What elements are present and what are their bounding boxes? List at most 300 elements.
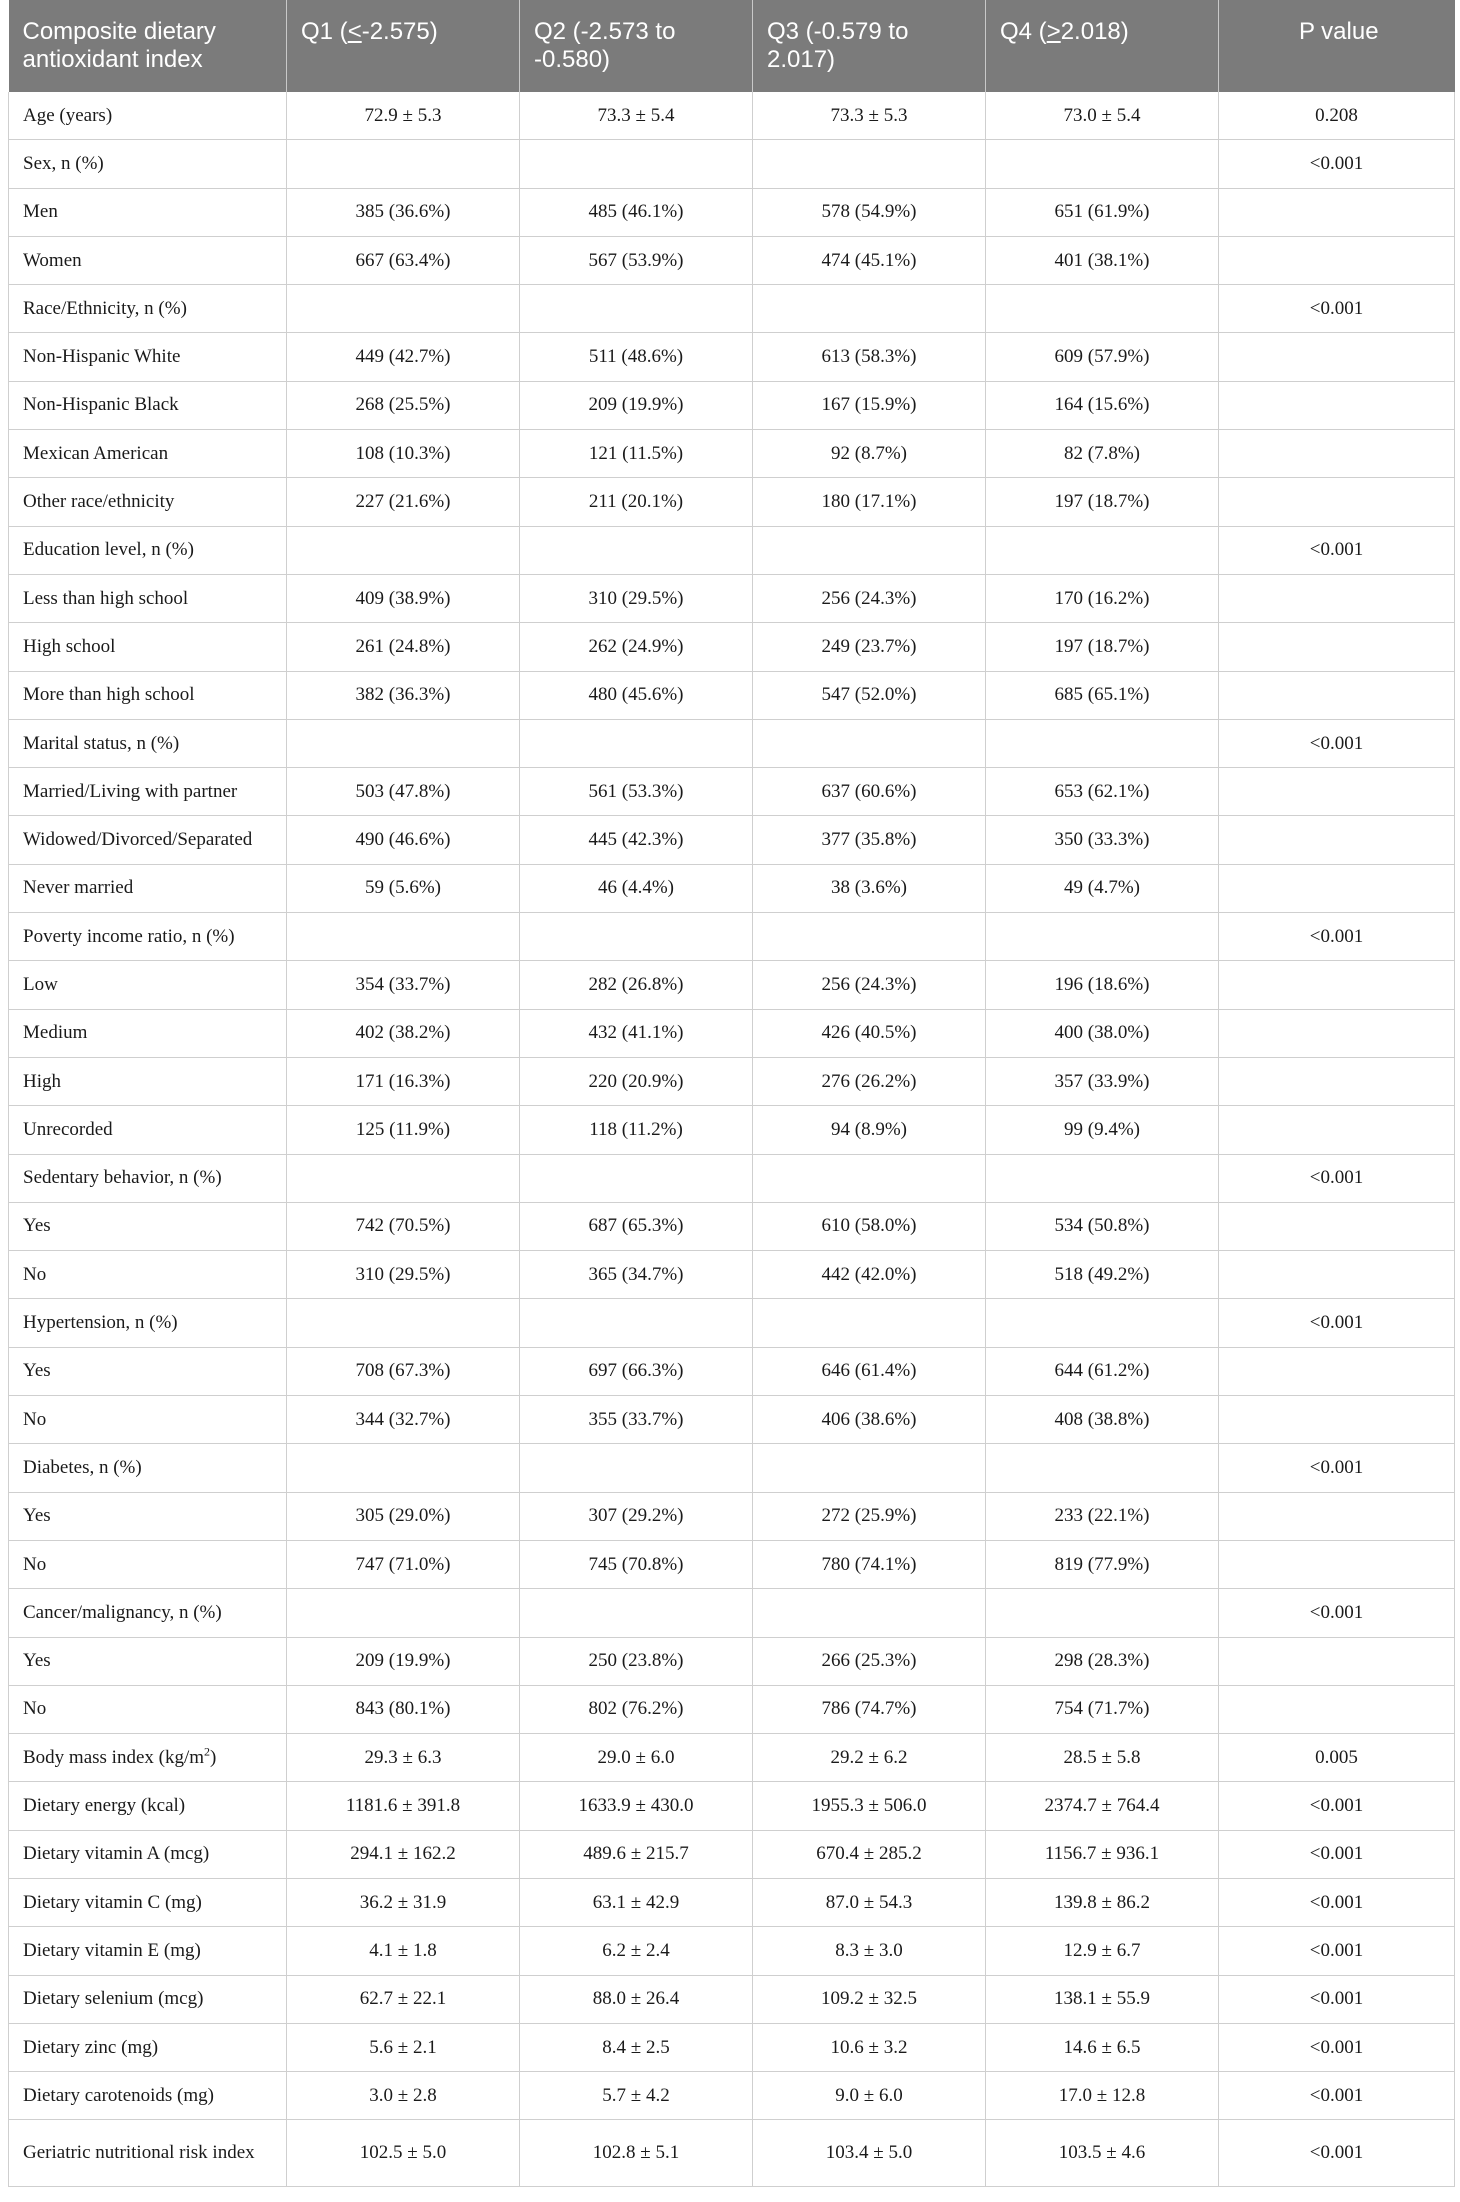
cell-q4: 408 (38.8%): [986, 1396, 1219, 1444]
cell-q3: [753, 1299, 986, 1347]
cell-q2: 511 (48.6%): [520, 333, 753, 381]
cell-q2: [520, 526, 753, 574]
table-row: [9, 1878, 1455, 1926]
row-label: [9, 2023, 287, 2071]
cell-q3: 256 (24.3%): [753, 961, 986, 1009]
cell-q4: 17.0 ± 12.8: [986, 2072, 1219, 2120]
cell-p-value: [1219, 1492, 1455, 1540]
row-label: [9, 1637, 287, 1685]
cell-q3: 610 (58.0%): [753, 1202, 986, 1250]
cell-q2: 220 (20.9%): [520, 1057, 753, 1105]
table-row: [9, 864, 1455, 912]
row-label-text: Yes: [23, 1360, 51, 1382]
cell-q2: 88.0 ± 26.4: [520, 1975, 753, 2023]
cell-q4: 73.0 ± 5.4: [986, 92, 1219, 140]
cell-q4: 350 (33.3%): [986, 816, 1219, 864]
row-label: [9, 574, 287, 622]
cell-q3: [753, 1589, 986, 1637]
table-body: [9, 92, 1455, 2187]
cell-q4: 534 (50.8%): [986, 1202, 1219, 1250]
cell-p-value: 0.005: [1219, 1734, 1455, 1782]
header-q4-suffix: 2.018): [1060, 18, 1129, 45]
row-label-text: Yes: [23, 1505, 51, 1527]
cell-q3: [753, 1154, 986, 1202]
row-label-text: Never married: [23, 877, 134, 899]
row-label-text: Hypertension, n (%): [23, 1312, 178, 1334]
row-label-text: Marital status, n (%): [23, 732, 180, 754]
table-row: [9, 1685, 1455, 1733]
row-label-text: Unrecorded: [23, 1118, 113, 1140]
cell-q2: 262 (24.9%): [520, 623, 753, 671]
cell-q4: [986, 913, 1219, 961]
table-row: [9, 1202, 1455, 1250]
cell-q4: 197 (18.7%): [986, 623, 1219, 671]
row-label: [9, 816, 287, 864]
cell-q2: 561 (53.3%): [520, 768, 753, 816]
row-label-text: High: [23, 1070, 61, 1092]
cell-p-value: <0.001: [1219, 2072, 1455, 2120]
cell-q2: 282 (26.8%): [520, 961, 753, 1009]
cell-p-value: [1219, 1202, 1455, 1250]
table-row: [9, 1299, 1455, 1347]
cell-p-value: <0.001: [1219, 1927, 1455, 1975]
row-label-text: No: [23, 1408, 47, 1430]
cell-q4: 401 (38.1%): [986, 236, 1219, 284]
cell-q1: 62.7 ± 22.1: [287, 1975, 520, 2023]
table-row: [9, 1251, 1455, 1299]
header-row: [9, 0, 1455, 92]
cell-q4: 138.1 ± 55.9: [986, 1975, 1219, 2023]
row-label: [9, 285, 287, 333]
cell-q3: 426 (40.5%): [753, 1009, 986, 1057]
row-label-text: Race/Ethnicity, n (%): [23, 297, 187, 319]
cell-p-value: <0.001: [1219, 526, 1455, 574]
cell-q2: 310 (29.5%): [520, 574, 753, 622]
table-row: [9, 1540, 1455, 1588]
header-q1-suffix: -2.575): [361, 18, 438, 45]
cell-q4: 12.9 ± 6.7: [986, 1927, 1219, 1975]
row-label: [9, 1927, 287, 1975]
row-label: [9, 1492, 287, 1540]
row-label-text: Dietary vitamin A (mcg): [23, 1843, 210, 1865]
cell-q3: 474 (45.1%): [753, 236, 986, 284]
cell-q3: 272 (25.9%): [753, 1492, 986, 1540]
row-label: [9, 92, 287, 140]
cell-q3: 180 (17.1%): [753, 478, 986, 526]
cell-q1: 227 (21.6%): [287, 478, 520, 526]
row-label: [9, 2072, 287, 2120]
table-row: [9, 768, 1455, 816]
cell-q1: 310 (29.5%): [287, 1251, 520, 1299]
cell-q1: [287, 526, 520, 574]
row-label: [9, 1396, 287, 1444]
row-label: [9, 526, 287, 574]
header-q1-symbol: <: [347, 18, 362, 45]
row-label-text: Cancer/malignancy, n (%): [23, 1601, 222, 1623]
row-label-text: No: [23, 1263, 47, 1285]
cell-q3: [753, 913, 986, 961]
cell-p-value: <0.001: [1219, 1299, 1455, 1347]
cell-q4: 28.5 ± 5.8: [986, 1734, 1219, 1782]
cell-q1: [287, 1589, 520, 1637]
header-q1: [287, 0, 520, 92]
row-label: [9, 1299, 287, 1347]
cell-q2: 489.6 ± 215.7: [520, 1830, 753, 1878]
cell-q2: 365 (34.7%): [520, 1251, 753, 1299]
cell-q4: [986, 140, 1219, 188]
cell-p-value: [1219, 1009, 1455, 1057]
row-label: [9, 430, 287, 478]
cell-q2: 250 (23.8%): [520, 1637, 753, 1685]
cell-p-value: [1219, 188, 1455, 236]
cell-q3: 29.2 ± 6.2: [753, 1734, 986, 1782]
header-q2: Q2 (-2.573 to -0.580): [520, 0, 753, 92]
cell-q4: [986, 526, 1219, 574]
row-label-text: Low: [23, 973, 58, 995]
cell-q1: 125 (11.9%): [287, 1106, 520, 1154]
table-row: [9, 188, 1455, 236]
cell-p-value: [1219, 1685, 1455, 1733]
table-row: [9, 1347, 1455, 1395]
cell-p-value: <0.001: [1219, 913, 1455, 961]
table-row: [9, 430, 1455, 478]
cell-q2: 687 (65.3%): [520, 1202, 753, 1250]
table-row: [9, 92, 1455, 140]
cell-q3: 786 (74.7%): [753, 1685, 986, 1733]
cell-q4: 518 (49.2%): [986, 1251, 1219, 1299]
row-label-text: High school: [23, 635, 116, 657]
cell-q1: 29.3 ± 6.3: [287, 1734, 520, 1782]
cell-q2: [520, 719, 753, 767]
cell-q1: 747 (71.0%): [287, 1540, 520, 1588]
cell-p-value: 0.208: [1219, 92, 1455, 140]
cell-q1: [287, 1154, 520, 1202]
cell-q3: 9.0 ± 6.0: [753, 2072, 986, 2120]
cell-p-value: <0.001: [1219, 1878, 1455, 1926]
cell-q3: 256 (24.3%): [753, 574, 986, 622]
cell-p-value: <0.001: [1219, 1782, 1455, 1830]
cell-q2: 118 (11.2%): [520, 1106, 753, 1154]
row-label: [9, 381, 287, 429]
table-row: [9, 913, 1455, 961]
table-row: [9, 1492, 1455, 1540]
cell-q1: 171 (16.3%): [287, 1057, 520, 1105]
row-label-end: ): [210, 1746, 217, 1768]
cell-q4: 644 (61.2%): [986, 1347, 1219, 1395]
cell-p-value: [1219, 864, 1455, 912]
row-label-text: Widowed/Divorced/Separated: [23, 829, 253, 851]
cell-q3: 103.4 ± 5.0: [753, 2120, 986, 2187]
row-label: [9, 623, 287, 671]
cell-q2: 63.1 ± 42.9: [520, 1878, 753, 1926]
cell-q4: 653 (62.1%): [986, 768, 1219, 816]
cell-q2: 745 (70.8%): [520, 1540, 753, 1588]
table-row: [9, 1927, 1455, 1975]
table-container: [8, 0, 1454, 2187]
cell-q4: [986, 1444, 1219, 1492]
row-label: [9, 140, 287, 188]
cell-p-value: [1219, 623, 1455, 671]
cell-q3: 1955.3 ± 506.0: [753, 1782, 986, 1830]
row-label: [9, 1830, 287, 1878]
cell-q2: 432 (41.1%): [520, 1009, 753, 1057]
cell-p-value: <0.001: [1219, 2023, 1455, 2071]
cell-q2: 102.8 ± 5.1: [520, 2120, 753, 2187]
header-q4-prefix: Q4 (: [1000, 18, 1047, 45]
row-label-text: Medium: [23, 1022, 88, 1044]
cell-q3: 578 (54.9%): [753, 188, 986, 236]
row-label-text: Married/Living with partner: [23, 780, 238, 802]
table-row: [9, 671, 1455, 719]
row-label-text: Yes: [23, 1650, 51, 1672]
cell-q2: 29.0 ± 6.0: [520, 1734, 753, 1782]
row-label-text: Dietary selenium (mcg): [23, 1988, 204, 2010]
cell-q3: [753, 140, 986, 188]
cell-q1: 294.1 ± 162.2: [287, 1830, 520, 1878]
cell-q2: 121 (11.5%): [520, 430, 753, 478]
row-label-text: Mexican American: [23, 442, 169, 464]
cell-q3: 646 (61.4%): [753, 1347, 986, 1395]
row-label: [9, 1540, 287, 1588]
cell-q1: 449 (42.7%): [287, 333, 520, 381]
cell-q2: 73.3 ± 5.4: [520, 92, 753, 140]
cell-q4: [986, 719, 1219, 767]
table-row: [9, 2120, 1455, 2187]
row-label: [9, 1106, 287, 1154]
cell-p-value: [1219, 1251, 1455, 1299]
table-row: [9, 236, 1455, 284]
cell-q1: 36.2 ± 31.9: [287, 1878, 520, 1926]
row-label-text: Dietary energy (kcal): [23, 1795, 186, 1817]
row-label: [9, 1782, 287, 1830]
row-label-text: Geriatric nutritional risk index: [23, 2142, 255, 2164]
cell-q3: [753, 1444, 986, 1492]
cell-q1: 708 (67.3%): [287, 1347, 520, 1395]
cell-q4: 82 (7.8%): [986, 430, 1219, 478]
row-label-superscript: 2: [204, 1744, 211, 1759]
table-row: [9, 381, 1455, 429]
cell-q4: 357 (33.9%): [986, 1057, 1219, 1105]
cell-q4: 196 (18.6%): [986, 961, 1219, 1009]
cell-p-value: [1219, 1057, 1455, 1105]
cell-q2: 802 (76.2%): [520, 1685, 753, 1733]
cell-q4: 2374.7 ± 764.4: [986, 1782, 1219, 1830]
cell-q4: 139.8 ± 86.2: [986, 1878, 1219, 1926]
cell-q4: 685 (65.1%): [986, 671, 1219, 719]
row-label-text: Dietary vitamin C (mg): [23, 1891, 202, 1913]
row-label-text: Sex, n (%): [23, 152, 104, 174]
table-row: [9, 140, 1455, 188]
table-row: [9, 1734, 1455, 1782]
cell-q3: 670.4 ± 285.2: [753, 1830, 986, 1878]
table-row: [9, 623, 1455, 671]
cell-q1: [287, 1299, 520, 1347]
table-row: [9, 1396, 1455, 1444]
cell-p-value: [1219, 1396, 1455, 1444]
cell-p-value: [1219, 478, 1455, 526]
table-row: [9, 2072, 1455, 2120]
row-label: [9, 188, 287, 236]
cell-q4: 103.5 ± 4.6: [986, 2120, 1219, 2187]
cell-q3: 167 (15.9%): [753, 381, 986, 429]
row-label-text: Non-Hispanic White: [23, 346, 181, 368]
cell-q3: 8.3 ± 3.0: [753, 1927, 986, 1975]
cell-q2: [520, 1589, 753, 1637]
cell-q4: 651 (61.9%): [986, 188, 1219, 236]
cell-q4: 1156.7 ± 936.1: [986, 1830, 1219, 1878]
cell-q4: 298 (28.3%): [986, 1637, 1219, 1685]
cell-q4: 197 (18.7%): [986, 478, 1219, 526]
cell-p-value: [1219, 816, 1455, 864]
cell-q2: 211 (20.1%): [520, 478, 753, 526]
characteristics-table: [8, 0, 1455, 2187]
cell-q4: 170 (16.2%): [986, 574, 1219, 622]
row-label: [9, 1975, 287, 2023]
cell-q1: 409 (38.9%): [287, 574, 520, 622]
row-label: [9, 1685, 287, 1733]
cell-q2: 46 (4.4%): [520, 864, 753, 912]
cell-q3: [753, 285, 986, 333]
cell-q1: 72.9 ± 5.3: [287, 92, 520, 140]
cell-q3: 442 (42.0%): [753, 1251, 986, 1299]
table-row: [9, 526, 1455, 574]
row-label: [9, 671, 287, 719]
row-label-text: No: [23, 1553, 47, 1575]
cell-q3: 276 (26.2%): [753, 1057, 986, 1105]
cell-q4: 99 (9.4%): [986, 1106, 1219, 1154]
cell-q1: 344 (32.7%): [287, 1396, 520, 1444]
cell-p-value: [1219, 768, 1455, 816]
row-label-text: Sedentary behavior, n (%): [23, 1167, 222, 1189]
cell-q1: 5.6 ± 2.1: [287, 2023, 520, 2071]
cell-p-value: <0.001: [1219, 140, 1455, 188]
cell-q3: 92 (8.7%): [753, 430, 986, 478]
cell-p-value: <0.001: [1219, 1830, 1455, 1878]
row-label: [9, 1347, 287, 1395]
cell-q1: 402 (38.2%): [287, 1009, 520, 1057]
cell-q2: 567 (53.9%): [520, 236, 753, 284]
cell-q4: [986, 285, 1219, 333]
table-header: [9, 0, 1455, 92]
row-label: [9, 913, 287, 961]
table-row: [9, 285, 1455, 333]
cell-q1: [287, 285, 520, 333]
cell-q2: 8.4 ± 2.5: [520, 2023, 753, 2071]
cell-p-value: [1219, 961, 1455, 1009]
row-label: [9, 1589, 287, 1637]
row-label: [9, 1251, 287, 1299]
header-q1-prefix: Q1 (: [301, 18, 348, 45]
table-row: [9, 1589, 1455, 1637]
row-label: [9, 478, 287, 526]
row-label-text: Age (years): [23, 104, 113, 126]
row-label: [9, 961, 287, 1009]
row-label: [9, 1057, 287, 1105]
cell-q2: 480 (45.6%): [520, 671, 753, 719]
cell-q2: 1633.9 ± 430.0: [520, 1782, 753, 1830]
table-row: [9, 1637, 1455, 1685]
cell-q3: 249 (23.7%): [753, 623, 986, 671]
cell-q1: 209 (19.9%): [287, 1637, 520, 1685]
table-row: [9, 1009, 1455, 1057]
cell-q3: 87.0 ± 54.3: [753, 1878, 986, 1926]
cell-p-value: <0.001: [1219, 2120, 1455, 2187]
row-label: [9, 1009, 287, 1057]
table-row: [9, 1830, 1455, 1878]
row-label-text: Non-Hispanic Black: [23, 394, 179, 416]
header-q4-symbol: >: [1046, 18, 1061, 45]
cell-q4: [986, 1299, 1219, 1347]
table-row: [9, 961, 1455, 1009]
row-label-text: Yes: [23, 1215, 51, 1237]
cell-q1: [287, 719, 520, 767]
cell-q3: 109.2 ± 32.5: [753, 1975, 986, 2023]
cell-q3: 73.3 ± 5.3: [753, 92, 986, 140]
row-label: [9, 864, 287, 912]
header-q3: Q3 (-0.579 to 2.017): [753, 0, 986, 92]
table-row: [9, 1975, 1455, 2023]
row-label-text: More than high school: [23, 684, 195, 706]
cell-q1: [287, 140, 520, 188]
cell-q2: [520, 140, 753, 188]
cell-q4: 164 (15.6%): [986, 381, 1219, 429]
header-p-value: P value: [1219, 0, 1455, 92]
row-label-text: Men: [23, 201, 58, 223]
row-label-text: Less than high school: [23, 587, 189, 609]
cell-q2: [520, 1154, 753, 1202]
table-row: [9, 1782, 1455, 1830]
cell-p-value: <0.001: [1219, 1975, 1455, 2023]
cell-p-value: [1219, 671, 1455, 719]
table-row: [9, 1106, 1455, 1154]
cell-q1: 102.5 ± 5.0: [287, 2120, 520, 2187]
cell-q2: 355 (33.7%): [520, 1396, 753, 1444]
cell-p-value: [1219, 236, 1455, 284]
cell-q3: 547 (52.0%): [753, 671, 986, 719]
cell-q3: 637 (60.6%): [753, 768, 986, 816]
row-label-text: No: [23, 1698, 47, 1720]
cell-p-value: <0.001: [1219, 1589, 1455, 1637]
cell-q4: 233 (22.1%): [986, 1492, 1219, 1540]
cell-q3: 613 (58.3%): [753, 333, 986, 381]
cell-p-value: [1219, 381, 1455, 429]
row-label-text: Body mass index (kg/m: [23, 1746, 205, 1768]
cell-q1: 354 (33.7%): [287, 961, 520, 1009]
cell-q4: 400 (38.0%): [986, 1009, 1219, 1057]
row-label-text: Dietary zinc (mg): [23, 2036, 159, 2058]
cell-q3: 406 (38.6%): [753, 1396, 986, 1444]
row-label: [9, 768, 287, 816]
cell-q3: 377 (35.8%): [753, 816, 986, 864]
row-label: [9, 236, 287, 284]
cell-p-value: [1219, 333, 1455, 381]
row-label: [9, 719, 287, 767]
cell-q1: 268 (25.5%): [287, 381, 520, 429]
row-label-text: Education level, n (%): [23, 539, 194, 561]
cell-q4: 754 (71.7%): [986, 1685, 1219, 1733]
cell-q1: 3.0 ± 2.8: [287, 2072, 520, 2120]
table-row: [9, 1444, 1455, 1492]
cell-p-value: [1219, 1347, 1455, 1395]
cell-q3: [753, 526, 986, 574]
cell-q4: 49 (4.7%): [986, 864, 1219, 912]
cell-q1: 382 (36.3%): [287, 671, 520, 719]
cell-q1: 843 (80.1%): [287, 1685, 520, 1733]
cell-q3: 38 (3.6%): [753, 864, 986, 912]
table-row: [9, 1057, 1455, 1105]
table-row: [9, 816, 1455, 864]
row-label: [9, 2120, 287, 2187]
